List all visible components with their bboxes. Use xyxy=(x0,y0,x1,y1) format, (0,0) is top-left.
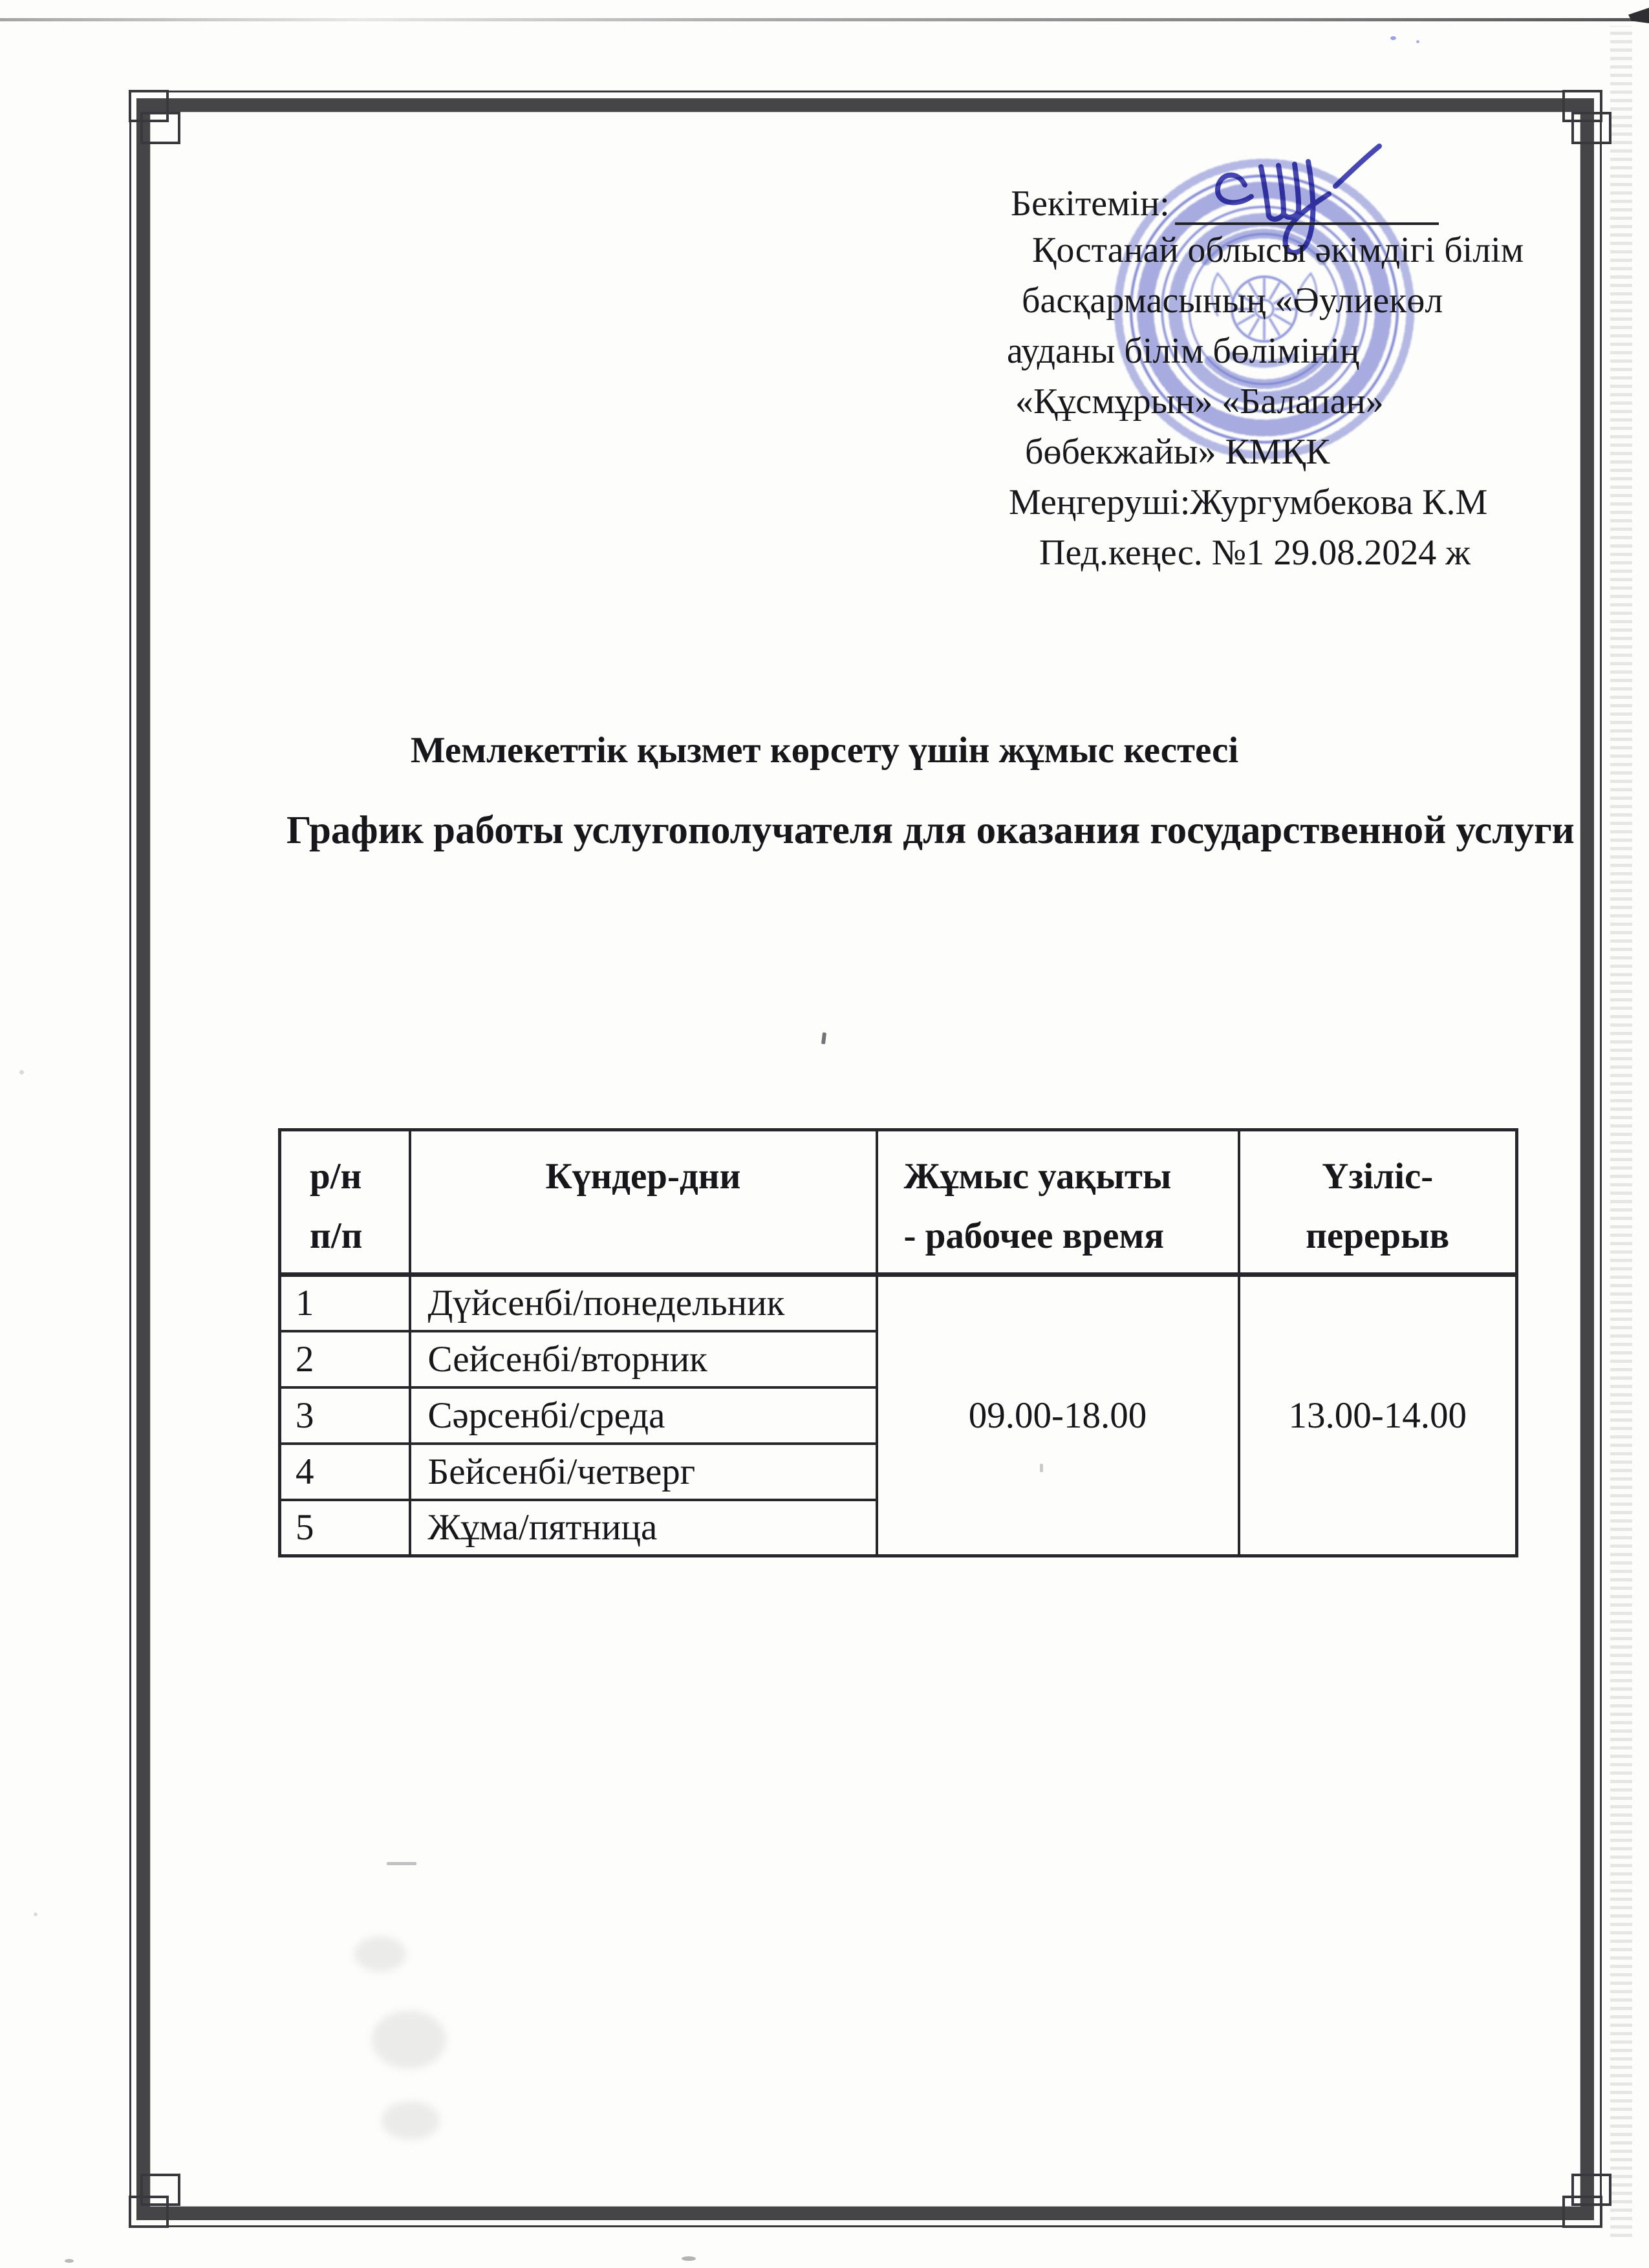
day-cell: Жұма/пятница xyxy=(410,1500,877,1556)
row-number-cell: 3 xyxy=(280,1387,410,1444)
speck-artifact xyxy=(19,1070,24,1075)
scan-corner-artifact xyxy=(1628,8,1649,23)
blue-speck-artifact xyxy=(1416,40,1419,43)
speck-artifact xyxy=(1040,1464,1043,1472)
header-row-number: р/н п/п xyxy=(280,1130,410,1275)
schedule-table xyxy=(278,1128,1518,1557)
smudge-artifact xyxy=(354,1936,406,1972)
day-cell: Дүйсенбі/понедельник xyxy=(410,1275,877,1331)
scan-streak-artifact xyxy=(0,18,1649,21)
row-number-cell: 5 xyxy=(280,1500,410,1556)
signature-line xyxy=(1175,182,1439,225)
corner-ornament-br2 xyxy=(1571,2174,1611,2206)
corner-ornament-bl2 xyxy=(140,2174,180,2206)
row-number-cell: 4 xyxy=(280,1444,410,1500)
day-cell: Бейсенбі/четверг xyxy=(410,1444,877,1500)
speck-artifact xyxy=(387,1862,416,1865)
header-break: Үзіліс- перерыв xyxy=(1239,1130,1517,1275)
approval-org-line: бөбекжайы» КМҚК xyxy=(1025,432,1330,472)
table-row xyxy=(280,1275,1517,1331)
smudge-artifact xyxy=(372,2011,446,2069)
speck-artifact xyxy=(65,2259,74,2263)
row-number-cell: 2 xyxy=(280,1331,410,1387)
break-time-cell: 13.00-14.00 xyxy=(1239,1275,1517,1556)
speck-artifact xyxy=(34,1912,38,1916)
blue-speck-artifact xyxy=(1390,36,1396,40)
approve-line xyxy=(1007,169,1582,225)
header-work-time: Жұмыс уақыты - рабочее время xyxy=(877,1130,1239,1275)
approval-council-line: Пед.кеңес. №1 29.08.2024 ж xyxy=(1039,533,1471,573)
work-time-cell: 09.00-18.00 xyxy=(877,1275,1239,1556)
speck-artifact xyxy=(682,2256,696,2261)
approval-org-line: ауданы білім бөлімінің xyxy=(1007,331,1359,371)
day-cell: Сәрсенбі/среда xyxy=(410,1387,877,1444)
row-number-cell: 1 xyxy=(280,1275,410,1331)
corner-ornament-tl2 xyxy=(140,112,180,144)
approval-org-line: «Құсмұрын» «Балапан» xyxy=(1015,381,1384,422)
corner-ornament-tr2 xyxy=(1571,112,1611,144)
table-header-row xyxy=(280,1130,1517,1275)
approval-org-line: Қостанай облысы әкімдігі білім xyxy=(1032,230,1524,270)
header-days: Күндер-дни xyxy=(410,1130,877,1275)
smudge-artifact xyxy=(382,2101,440,2140)
approval-block xyxy=(1007,169,1582,578)
approval-manager-line: Меңгеруші:Жургумбекова К.М xyxy=(1009,482,1488,522)
title-kazakh: Мемлекеттік қызмет көрсету үшін жұмыс кестесі xyxy=(410,730,1239,771)
scan-edge-noise xyxy=(1610,26,1632,2237)
approval-org-line: басқармасының «Әулиекөл xyxy=(1022,281,1443,321)
title-russian: График работы услугополучателя для оказания государственной услуги xyxy=(286,809,1575,852)
day-cell: Сейсенбі/вторник xyxy=(410,1331,877,1387)
approve-label: Бекітемін: xyxy=(1011,184,1170,224)
